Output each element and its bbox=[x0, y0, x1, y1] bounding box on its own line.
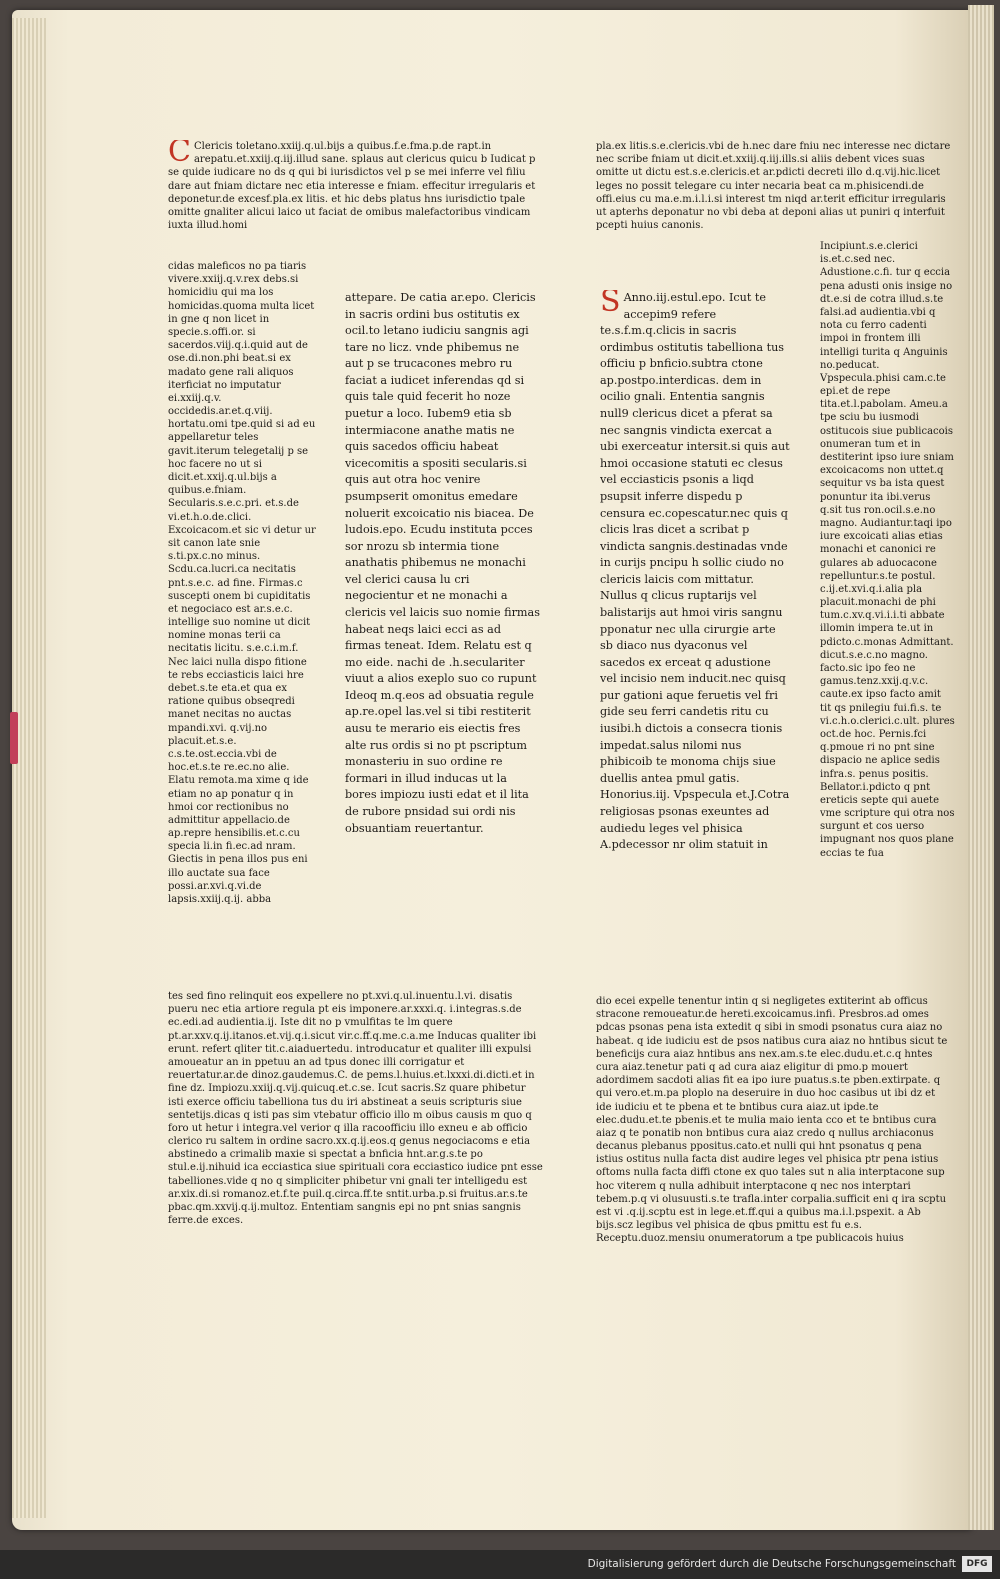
initial-s-red: S bbox=[600, 290, 621, 319]
bookmark-tab bbox=[10, 712, 18, 764]
gloss-bottom-left bbox=[168, 990, 543, 1280]
gloss-top-right bbox=[596, 140, 952, 240]
gloss-text: Incipiunt.s.e.clerici is.et.c.sed nec. Adustione.c.fi. tur q eccia pena adusti onis insige no dt.e.si de cotra illud.s.te falsi.ad audientia.vbi q nota cu ferro cadenti impoi in frontem illi intelligi turita q Anguinis no.peducat. Vpspecula.phisi cam.c.te epi.et de repe tita.et.l.pabolam. Ameu.a tpe sciu bu iusmodi ostitucois siue publicacois onumeran tum et in destiterint ipso iure sniam excoicacoms non uttet.q sequitur vs ba ista quest ponuntur ita ibi.verus q.sit tus ron.ocil.s.e.no magno. Audiantur.taqi ipo iure excoicati alias etias monachi et canonici re gulares ab aduocacone repelluntur.s.te postul. c.ij.et.xvi.q.i.alia pla placuit.monachi de phi tum.c.xv.q.vi.i.i.ti abbate illomin impera te.ut in pdicto.c.monas Admittant. dicut.s.e.c.no magno. facto.sic ipo feo ne gamus.tenz.xxij.q.v.c. caute.ex ipso facto amit tit qs pnilegiu fui.fi.s. te vi.c.h.o.clerici.c.ult. plures oct.de hoc. Pernis.fci q.pmoue ri no pnt sine dispacio ne aplice sedis infra.s. penus positis. Bellator.i.pdicto q pnt ereticis septe qui auete vme scripture qui otra nos surgunt et cos uerso impugnant nos quos plane eccias te fua bbox=[820, 241, 955, 859]
book-left-page-edges bbox=[12, 18, 46, 1518]
gloss-text: dio ecei expelle tenentur intin q si negligetes extiterint ab officus stracone remoueatur.de hereti.excoicamus.infi. Presbros.ad omes pdcas psonas pena ista extedit q sibi in smodi psonatus cura aiaz no habeat. q ide iudiciu est de psos natibus cura aiaz no hntibus sicut te beneficijs cura aiaz hntibus ans nex.am.s.te elec.dudu.et.c.q hntes cura aiaz.tenetur pati q ad cura aiaz eligitur di pmo.p mouert adordimem sacdoti alias fit ea ipo iure puatus.s.te pben.extirpate. q qui vero.et.m.pa ploplo na deseruire in duo hoc casibus ut ibi dz et ide iudiciu et te pbena et te bntibus cura aiaz.ut ipde.te elec.dudu.et.te pbenis.et te mulia maio ienta cco et te bntibus cura aiaz q te ponatib non bntibus cura aiaz credo q nullus archiaconus decanus plebanus ppositus.cato.et nulli qui hnt psonatus q pena istius ostitus nulla facta dist audire leges vel phisica ptr pena istius oftoms nulla facta diffi ctone ex quo tales sut n alia interptacone sup hoc viterem q nulla adhibuit interptacone q nec nos interptari tebem.p.q vi olusuusti.s.te trafla.inter corpalia.sufficit eni q ira scptu est vi .q.ij.scptu est in lege.et.ff.qui a quibus ma.i.l.pspexit. a Ab bijs.scz legibus vel phisica de qbus pmittu est fu e.s. Receptu.duoz.mensiu onumeratorum a tpe publicacois huius bbox=[596, 996, 948, 1245]
gloss-text: pla.ex litis.s.e.clericis.vbi de h.nec dare fniu nec interesse nec dictare nec scribe fniam ut dicit.et.xxiij.q.iij.ills.si aliis debent vices suas omitte ut dictu est.s.e.clericis.et ar.pdicti decreti illo d.q.vij.hic.licet leges no possit telegare cu inter necaria beat ca m.phisicendi.de offi.eius cu ma.e.m.i.l.i.si interest tm niqd ar.terit efficitur irregularis ut apterhs deponatur no vbi deba at deponi alias ut puniri q interfuit pcepti huius canonis. bbox=[596, 141, 951, 232]
footer-bar bbox=[0, 1551, 1000, 1579]
gloss-text: Clericis toletano.xxiij.q.ul.bijs a quibus.f.e.fma.p.de rapt.in arepatu.et.xxiij.q.iij.illud sane. splaus aut clericus quicu b Iudicat p se quide iudicare no ds q qui bi iurisdictos vel p se mei inferre vel filiu dare aut fniam dictare nec etia interesse e fniam. effecitur irregularis et deponetur.de excesf.pla.ex litis. et hic debs platus hns iurisdictio tpale omitte gnaliter alicui laico ut faciat de omibus malefactoribus vindicam iuxta illud.homi bbox=[168, 141, 536, 232]
funding-credit: Digitalisierung gefördert durch die Deutsche Forschungsgemeinschaft bbox=[587, 1558, 956, 1570]
initial-c-red: C bbox=[168, 140, 191, 169]
main-text-right bbox=[600, 290, 790, 950]
book-right-page-edges bbox=[968, 5, 994, 1530]
gloss-text: tes sed fino relinquit eos expellere no pt.xvi.q.ul.inuentu.l.vi. disatis pueru nec etia artiore regula pt eis imponere.ar.xxxi.q. i.integras.s.de ec.edi.ad audientia.ij. Iste dit no p vmulfitas te lm quere pt.ar.xxv.q.ij.itanos.et.vij.q.i.sicut vir.c.ff.q.me.c.a.me Inducas qualiter ibi erunt. refert qliter tit.c.aiaduertedu. introducatur et qualiter illi expulsi amoueatur an in ppetuu an ad tpus donec illi corrigatur et reuertatur.ar.de dinoz.gaudemus.C. de pems.l.huius.et.lxxxi.di.dicti.et in fine dz. Impiozu.xxiij.q.vij.quicuq.et.c.se. Icut sacris.Sz quare phibetur isti exerce officiu tabelliona tus du iri abstineat a seuis scripturis siue sentetijs.dicas q isti pas sim vtebatur officio illo m oibus causis m quo q foro ut hetur i integra.vel verior q illa racoofficiu illo exneu e ab officio clerico ru saltem in ordine sacro.xx.q.ij.eos.q genus negociacoms e etia abstinedo a crimalib maxie si spectat a bnficia hnt.ar.g.s.te po stul.e.ij.nihuid ica ecciastica siue spirituali cora ecciastico iudice pnt esse tabelliones.vide q no q simpliciter phibetur vni gnali ter intelligedu est ar.xix.di.si romanoz.et.f.te puil.q.circa.ff.te sntit.urba.p.si fruitus.ar.s.te pbac.qm.xxvij.q.ij.multoz. Ententiam sangnis epi no pnt snias sangnis ferre.de exces. bbox=[168, 991, 543, 1227]
main-text: Anno.iij.estul.epo. Icut te accepim9 refere te.s.f.m.q.clicis in sacris ordimbus ostitutis tabelliona tus officiu p bnficio.subtra ctone ap.postpo.interdicas. dem in ocilio gnali. Ententia sangnis null9 clericus dicet a pferat sa nec sangnis vindicta exercat a ubi exerceatur intersit.si quis aut hmoi occasione statuti ec clesus vel ecciasticis psonis a liqd psupsit inferre dispedu p censura ec.copescatur.nec quis q clicis lras dicet a scribat p vindicta sangnis.destinadas vnde in curijs pncipu h sollic ciudo no clericis laicis com mittatur. Nullus q clicus ruptarijs vel balistarijs aut hmoi viris sangnu pponatur nec ulla cirurgie arte sb diaco nus dyaconus vel sacedos ex erceat q adustione vel incisio nem inducit.nec quisq pur gationi aque feruetis vel fri gide seu ferri candetis ritu cu iusibi.h dictois a consecra tionis impedat.salus nilomi nus phibicoib te monoma chijs siue duellis antea pmul gatis. Honorius.iij. Vpspecula et.J.Cotra religiosas psonas exeuntes ad audiedu leges vel phisica A.pdecessor nr olim statuit in bbox=[600, 291, 790, 852]
gloss-top-left bbox=[168, 140, 543, 260]
main-text: attepare. De catia ar.epo. Clericis in sacris ordini bus ostitutis ex ocil.to letano iudiciu sangnis agi tare no licz. vnde phibemus ne aut p se trucacones mebro ru faciat a iudicet inferendas qd si quis tale quid fecerit ho noze puetur a loco. Iubem9 etia sb intermiacone anathe matis ne quis sacedos officiu habeat vicecomitis a spositi secularis.si quis aut otra hoc venire psumpserit omonitus emedare noluerit excoicatio nis biacea. De ludois.epo. Ecudu instituta pcces sor nrozu sb intermia tione anathatis phibemus ne monachi vel clerici causa lu cri negocientur et ne monachi a clericis vel laicis suo nomie firmas habeat neqs laici ecci as ad firmas teneat. Idem. Relatu est q mo eide. nachi de .h.seculariter viuut a alios exeplo suo co rupunt Ideoq m.q.eos ad obsuatia regule ap.re.opel las.vel si tibi restiterit ausu te merario eis eiectis fres alte rus ordis si no pt pscriptum monasteriu in suo ordine re formari in illud inducas ut la bores impiozu iusti edat et il lita de rubore pnsidad sui ordi nis obsuantiam reuertantur. bbox=[345, 291, 540, 835]
dfg-logo: DFG bbox=[962, 1556, 992, 1572]
gloss-right-margin bbox=[820, 240, 955, 980]
main-text-left bbox=[345, 290, 540, 968]
gloss-text: cidas maleficos no pa tiaris vivere.xxiij.q.v.rex debs.si homicidiu qui ma los homicidas.quoma multa licet in gne q non licet in specie.s.offi.or. si sacerdos.viij.q.i.quid aut de ose.di.non.phi beat.si ex madato gene rali aliquos iterficiat no imputatur ei.xxiij.q.v. occidedis.ar.et.q.viij. hortatu.omi tpe.quid si ad eu appellaretur teles gavit.iterum telegetalij p se hoc facere no ut si dicit.et.xxij.q.ul.bijs a quibus.e.fniam. Secularis.s.e.c.pri. et.s.de vi.et.h.o.de.clici. Excoicacom.et sic vi detur ur sit canon late snie s.ti.px.c.no minus. Scdu.ca.lucri.ca necitatis pnt.s.e.c. ad fine. Firmas.c suscepti onem bi cupiditatis et negociaco est ar.s.e.c. intellige suo nomine ut dicit nomine monas terii ca necitatis licitu. s.e.c.i.m.f. Nec laici nulla dispo fitione te rebs ecciasticis laici hre debet.s.te eta.et qua ex ratione quibus obseqredi manet necitas no auctas mpandi.xvi. q.vij.no placuit.et.s.e. c.s.te.ost.eccia.vbi de hoc.et.s.te re.ec.no alie. Elatu remota.ma xime q ide etiam no ap ponatur q in hmoi cor rectionibus no admittitur appellacio.de ap.repre hensibilis.et.c.cu specia li.in fi.ec.ad nram. Giectis in pena illos pus eni illo auctate sua face possi.ar.xvi.q.vi.de lapsis.xxiij.q.ij. abba bbox=[168, 261, 316, 905]
gloss-left-margin bbox=[168, 260, 318, 988]
gloss-bottom-right bbox=[596, 995, 952, 1285]
